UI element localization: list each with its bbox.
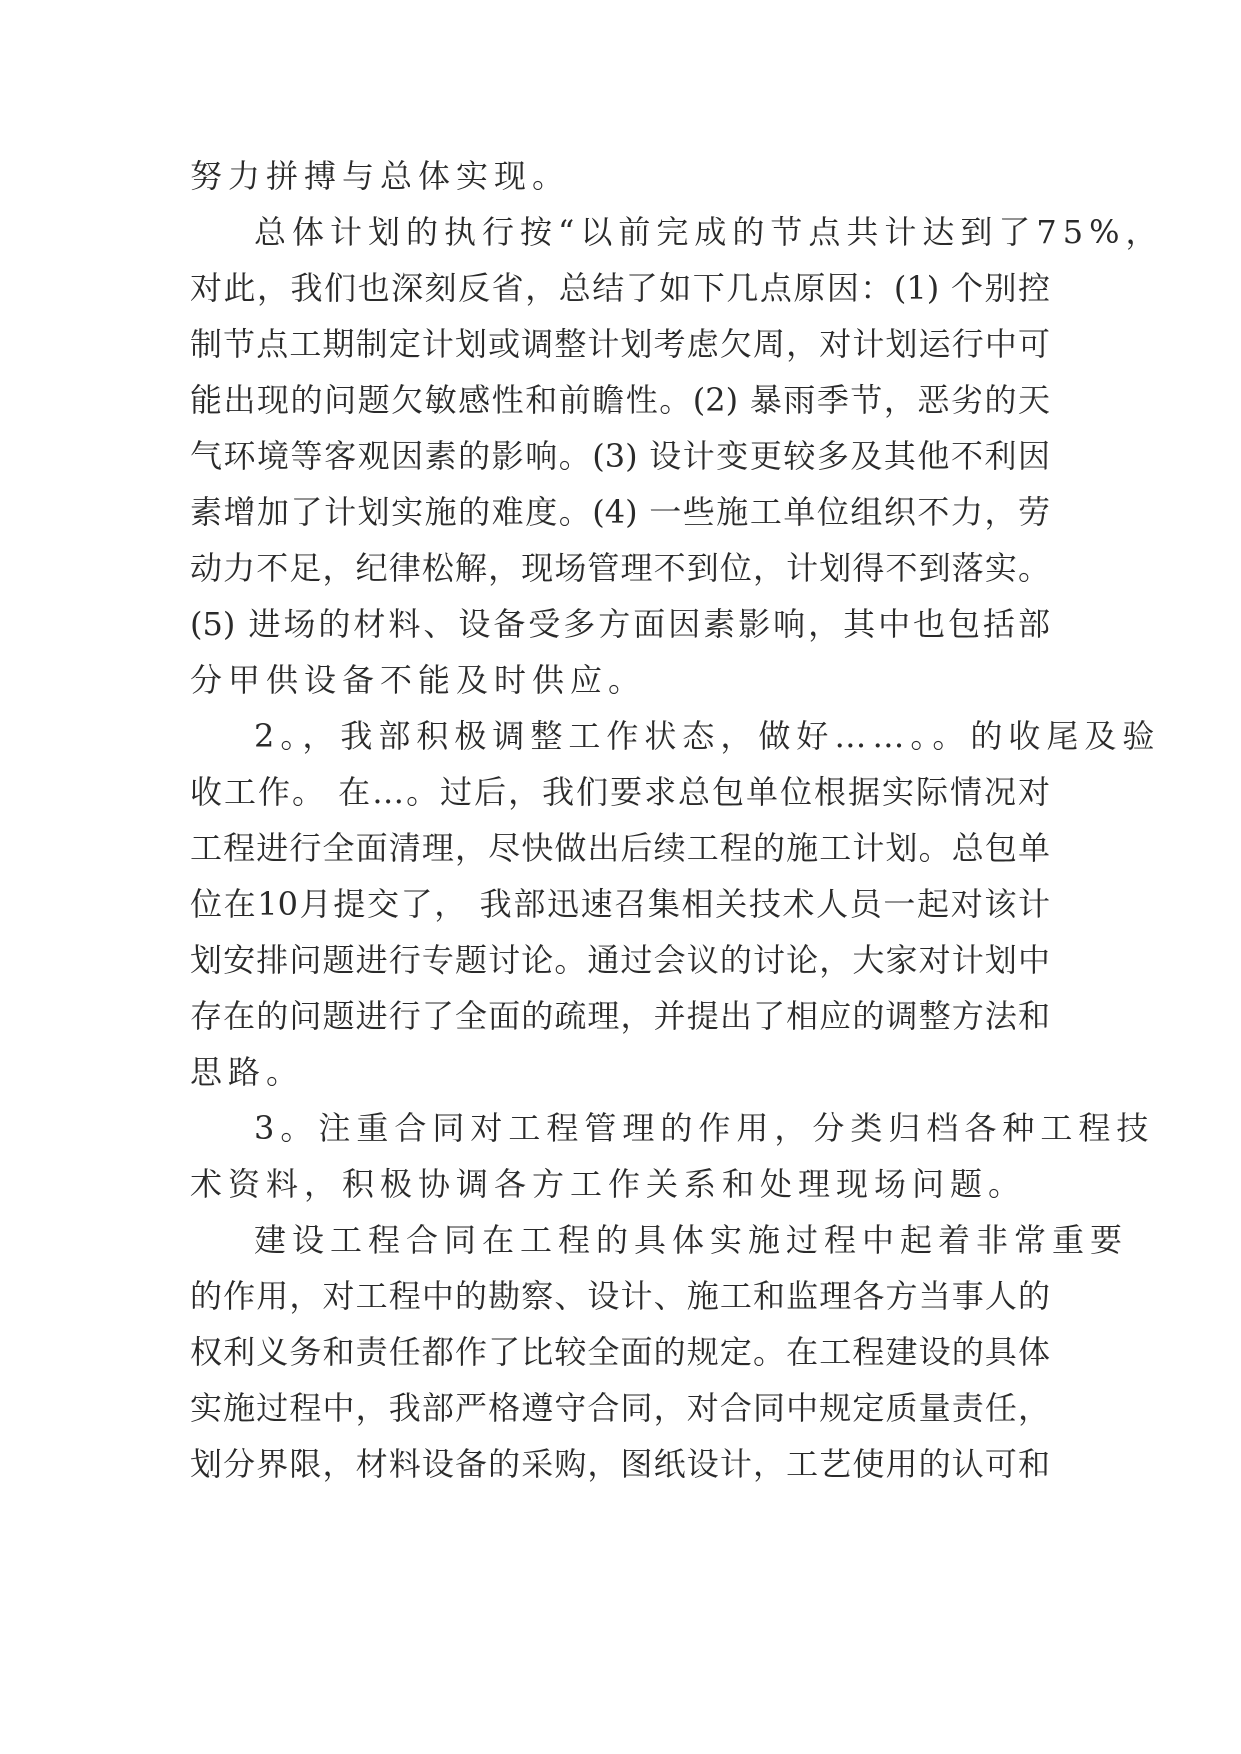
text-line: 制节点工期制定计划或调整计划考虑欠周，对计划运行中可 <box>190 325 1050 363</box>
text-line: 工程进行全面清理，尽快做出后续工程的施工计划。总包单 <box>190 829 1050 867</box>
text-line: 实施过程中，我部严格遵守合同，对合同中规定质量责任， <box>190 1389 1050 1427</box>
text-line: 气环境等客观因素的影响。(3) 设计变更较多及其他不利因 <box>190 437 1050 475</box>
text-line: (5) 进场的材料、设备受多方面因素影响，其中也包括部 <box>190 605 1050 643</box>
text-line: 划分界限，材料设备的采购，图纸设计，工艺使用的认可和 <box>190 1445 1050 1483</box>
text-line: 术资料，积极协调各方工作关系和处理现场问题。 <box>190 1165 1027 1203</box>
text-line: 的作用，对工程中的勘察、设计、施工和监理各方当事人的 <box>190 1277 1050 1315</box>
text-line: 动力不足，纪律松解，现场管理不到位，计划得不到落实。 <box>190 549 1050 587</box>
text-line: 总体计划的执行按“以前完成的节点共计达到了75%， <box>254 213 1164 251</box>
text-line: 3。注重合同对工程管理的作用，分类归档各种工程技 <box>254 1109 1155 1147</box>
text-line: 努力拼搏与总体实现。 <box>190 157 571 195</box>
text-line: 能出现的问题欠敏感性和前瞻性。(2) 暴雨季节，恶劣的天 <box>190 381 1050 419</box>
text-line: 对此，我们也深刻反省，总结了如下几点原因：(1) 个别控 <box>190 269 1050 307</box>
text-line: 划安排问题进行专题讨论。通过会议的讨论，大家对计划中 <box>190 941 1050 979</box>
text-line: 建设工程合同在工程的具体实施过程中起着非常重要 <box>254 1221 1129 1259</box>
text-line: 位在10月提交了， 我部迅速召集相关技术人员一起对该计 <box>190 885 1050 923</box>
text-line: 素增加了计划实施的难度。(4) 一些施工单位组织不力，劳 <box>190 493 1050 531</box>
text-line: 权利义务和责任都作了比较全面的规定。在工程建设的具体 <box>190 1333 1050 1371</box>
text-line: 存在的问题进行了全面的疏理，并提出了相应的调整方法和 <box>190 997 1050 1035</box>
text-line: 分甲供设备不能及时供应。 <box>190 661 647 699</box>
text-line: 收工作。 在…。过后，我们要求总包单位根据实际情况对 <box>190 773 1050 811</box>
text-line: 2。，我部积极调整工作状态，做好……。。的收尾及验 <box>254 717 1161 755</box>
text-line: 思路。 <box>190 1053 305 1091</box>
